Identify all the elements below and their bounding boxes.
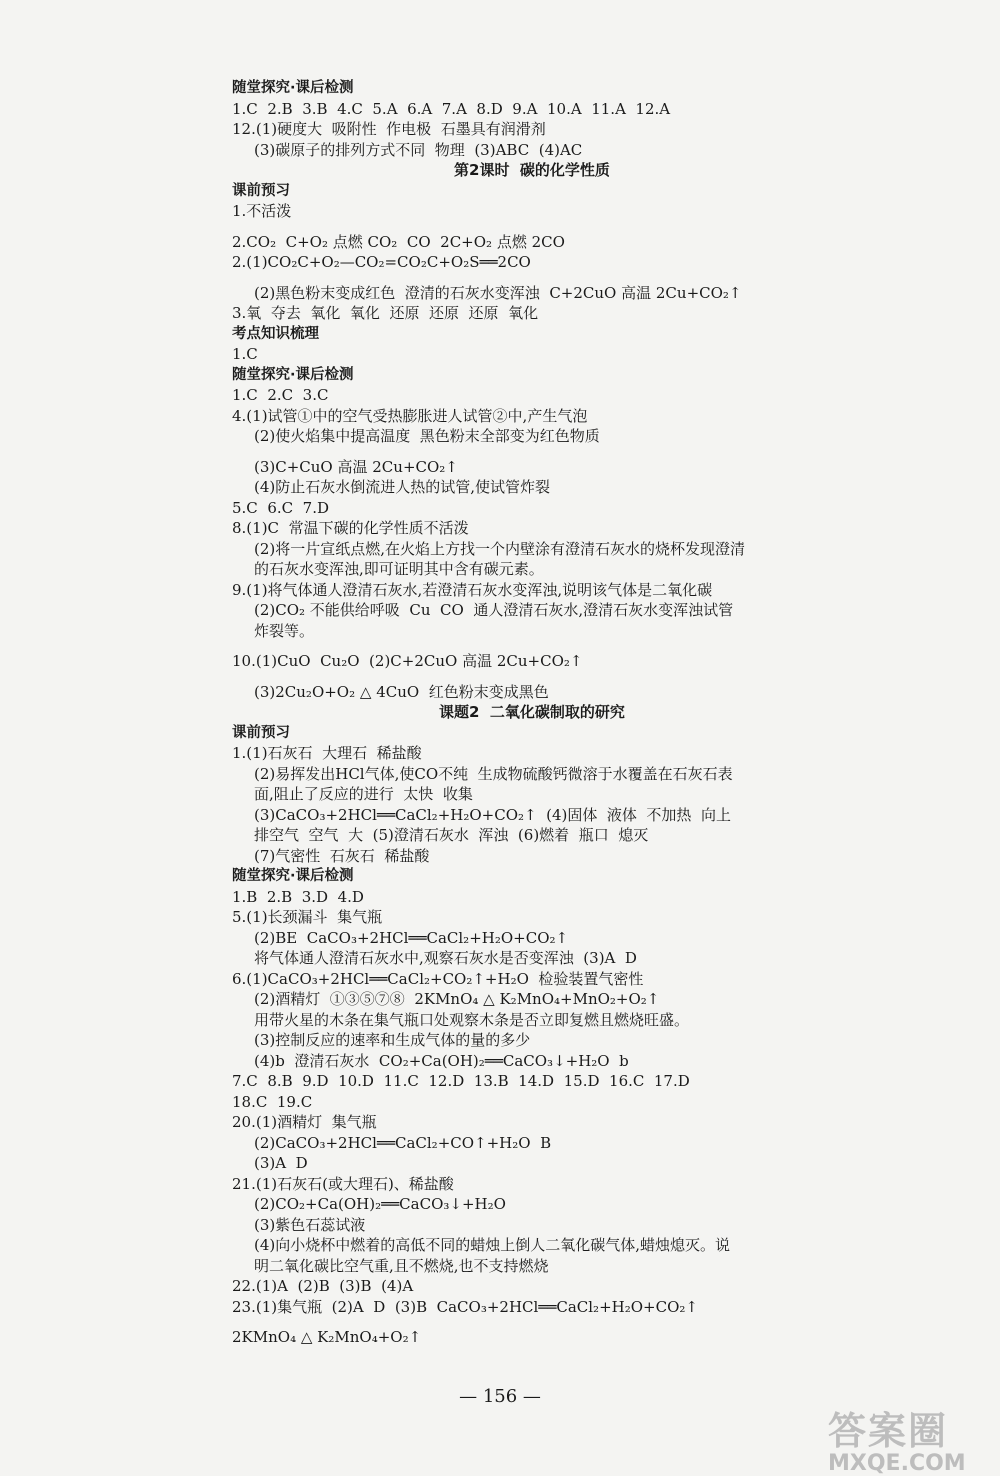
answer-line: 2KMnO₄ △ K₂MnO₄+O₂↑ [232, 1328, 422, 1346]
answer-line: 炸裂等。 [254, 621, 315, 640]
answer-line: 22.(1)A (2)B (3)B (4)A [232, 1277, 414, 1295]
answer-line: 5.C 6.C 7.D [232, 498, 329, 517]
answer-line: (2)CO₂+Ca(OH)₂══CaCO₃↓+H₂O [254, 1195, 506, 1213]
answer-line: 7.C 8.B 9.D 10.D 11.C 12.D 13.B 14.D 15.D 16.C 17.D [232, 1072, 690, 1090]
lesson-title: 课题2 二氧化碳制取的研究 [439, 703, 625, 721]
answer-line: (3)控制反应的速率和生成气体的量的多少 [254, 1031, 531, 1049]
answer-line: 1.B 2.B 3.D 4.D [232, 887, 364, 906]
answer-line: (3)C+CuO 高温 2Cu+CO₂↑ [254, 457, 458, 476]
answer-line: (2)CaCO₃+2HCl══CaCl₂+CO↑+H₂O B [254, 1133, 552, 1152]
answer-line: (7)气密性 石灰石 稀盐酸 [254, 846, 430, 865]
answer-line: 1.C 2.C 3.C [232, 386, 329, 404]
answer-line: 将气体通人澄清石灰水中,观察石灰水是否变浑浊 (3)A D [254, 949, 637, 967]
answer-line: 1.C [232, 345, 258, 363]
answer-line: (2)黑色粉末变成红色 澄清的石灰水变浑浊 C+2CuO 高温 2Cu+CO₂↑ [254, 283, 742, 302]
answer-line: 排空气 空气 大 (5)澄清石灰水 浑浊 (6)燃着 瓶口 熄灭 [254, 826, 649, 844]
answer-line: 面,阻止了反应的进行 太快 收集 [254, 785, 473, 803]
section-heading: 随堂探究·课后检测 [232, 366, 354, 383]
answer-line: (2)BE CaCO₃+2HCl══CaCl₂+H₂O+CO₂↑ [254, 928, 569, 947]
answer-line: 1.C 2.B 3.B 4.C 5.A 6.A 7.A 8.D 9.A 10.A 11.A 12.A [232, 99, 671, 118]
answer-line: 21.(1)石灰石(或大理石)、稀盐酸 [232, 1174, 454, 1193]
section-heading: 课前预习 [232, 724, 290, 741]
answer-line: (2)酒精灯 ①③⑤⑦⑧ 2KMnO₄ △ K₂MnO₄+MnO₂+O₂↑ [254, 990, 660, 1008]
answer-line: (3)A D [254, 1154, 308, 1172]
answer-line: 3.氧 夺去 氧化 氧化 还原 还原 还原 氧化 [232, 304, 539, 322]
answer-line: 5.(1)长颈漏斗 集气瓶 [232, 908, 383, 926]
answer-line: 1.不活泼 [232, 202, 292, 220]
answer-line: (3)紫色石蕊试液 [254, 1215, 366, 1234]
answer-line: (3)碳原子的排列方式不同 物理 (3)ABC (4)AC [254, 140, 583, 159]
watermark-url: MXQE.COM [828, 1451, 966, 1476]
answer-line: (4)防止石灰水倒流进人热的试管,使试管炸裂 [254, 478, 551, 496]
section-heading: 随堂探究·课后检测 [232, 80, 354, 96]
watermark-logo [828, 1400, 998, 1476]
answer-line: 9.(1)将气体通人澄清石灰水,若澄清石灰水变浑浊,说明该气体是二氧化碳 [232, 580, 713, 599]
answer-line: 明二氧化碳比空气重,且不燃烧,也不支持燃烧 [254, 1256, 549, 1275]
answer-line: 6.(1)CaCO₃+2HCl══CaCl₂+CO₂↑+H₂O 检验装置气密性 [232, 969, 644, 988]
answer-line: 10.(1)CuO Cu₂O (2)C+2CuO 高温 2Cu+CO₂↑ [232, 652, 583, 670]
watermark-text: 答案圈 [828, 1409, 949, 1453]
answer-line: (2)将一片宣纸点燃,在火焰上方找一个内壁涂有澄清石灰水的烧杯发现澄清 [254, 539, 746, 558]
section-heading: 考点知识梳理 [232, 325, 319, 342]
answer-line: 8.(1)C 常温下碳的化学性质不活泼 [232, 519, 469, 537]
section-heading: 课前预习 [232, 182, 290, 199]
answer-line: (3)2Cu₂O+O₂ △ 4CuO 红色粉末变成黑色 [254, 682, 549, 701]
answer-line: (3)CaCO₃+2HCl══CaCl₂+H₂O+CO₂↑ (4)固体 液体 不加热 向上 [254, 805, 731, 824]
answer-line: 1.(1)石灰石 大理石 稀盐酸 [232, 744, 422, 762]
answer-content [232, 78, 832, 1348]
answer-line: (4)向小烧杯中燃着的高低不同的蜡烛上倒人二氧化碳气体,蜡烛熄灭。说 [254, 1236, 731, 1254]
answer-line: 的石灰水变浑浊,即可证明其中含有碳元素。 [254, 560, 544, 578]
answer-line: 用带火星的木条在集气瓶口处观察木条是否立即复燃且燃烧旺盛。 [254, 1010, 690, 1029]
answer-line: (2)使火焰集中提高温度 黑色粉末全部变为红色物质 [254, 427, 600, 445]
lesson-title: 第2课时 碳的化学性质 [454, 161, 610, 179]
answer-line: (2)易挥发出HCl气体,使CO不纯 生成物硫酸钙微溶于水覆盖在石灰石表 [254, 764, 733, 783]
answer-line: 2.(1)CO₂C+O₂—CO₂=CO₂C+O₂S══2CO [232, 253, 531, 271]
answer-line: 2.CO₂ C+O₂ 点燃 CO₂ CO 2C+O₂ 点燃 2CO [232, 232, 565, 251]
answer-line: 4.(1)试管①中的空气受热膨胀进人试管②中,产生气泡 [232, 406, 588, 425]
answer-line: 23.(1)集气瓶 (2)A D (3)B CaCO₃+2HCl══CaCl₂+H₂O+CO₂↑ [232, 1297, 698, 1316]
answer-line: (4)b 澄清石灰水 CO₂+Ca(OH)₂══CaCO₃↓+H₂O b [254, 1051, 629, 1070]
section-heading: 随堂探究·课后检测 [232, 868, 354, 884]
answer-line: 18.C 19.C [232, 1092, 313, 1111]
page-number: — 156 — [459, 1386, 541, 1407]
answer-line: 20.(1)酒精灯 集气瓶 [232, 1113, 377, 1131]
answer-line: (2)CO₂ 不能供给呼吸 Cu CO 通人澄清石灰水,澄清石灰水变浑浊试管 [254, 601, 734, 619]
answer-line: 12.(1)硬度大 吸附性 作电极 石墨具有润滑剂 [232, 120, 546, 138]
